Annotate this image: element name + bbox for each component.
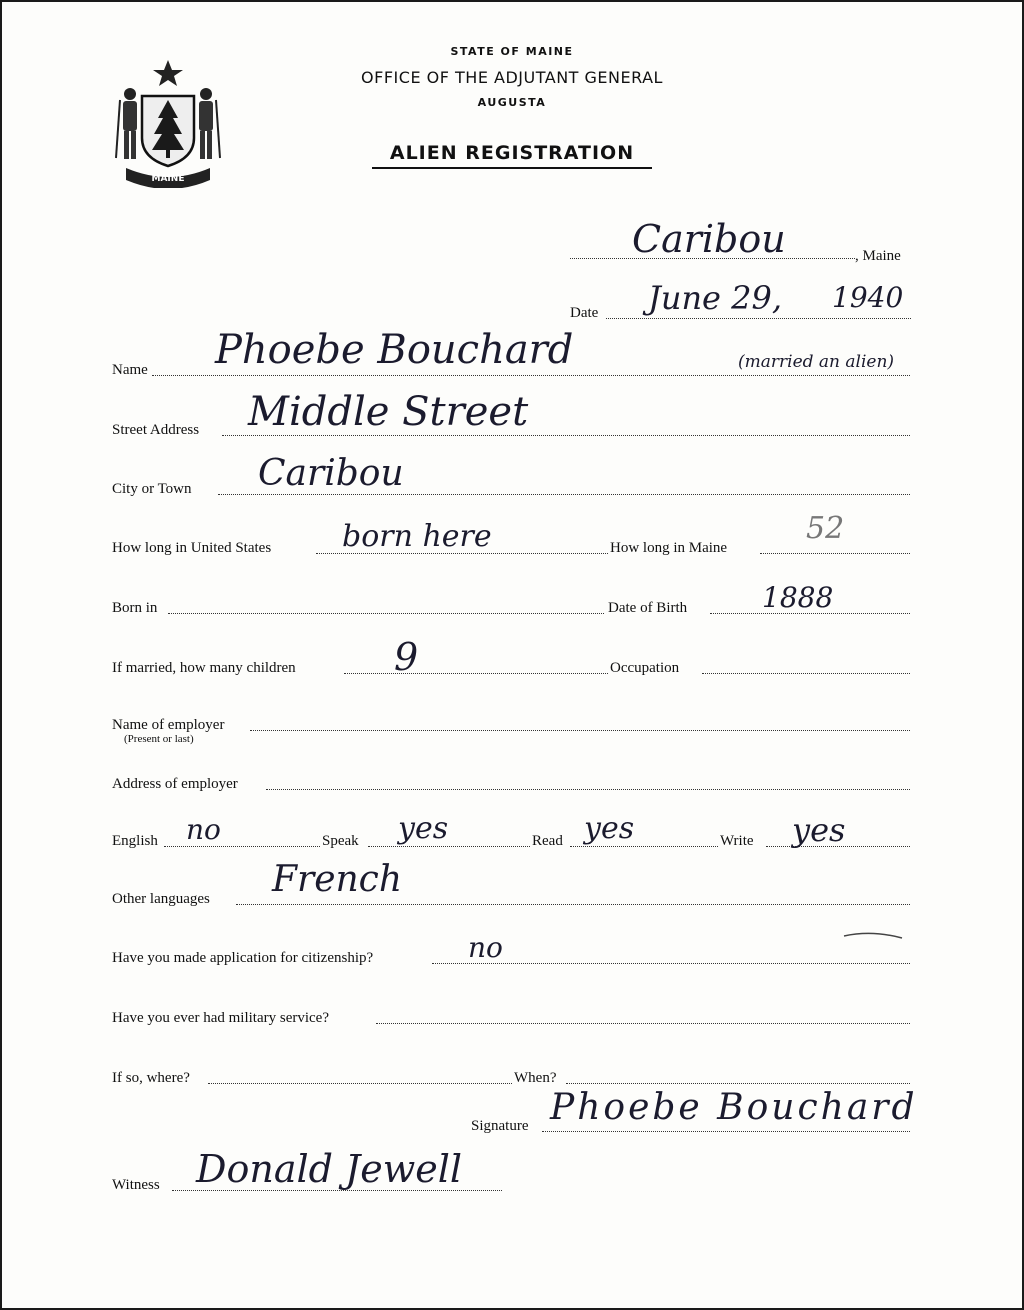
city-label: City or Town — [112, 481, 192, 497]
city-value[interactable]: Caribou — [258, 453, 404, 494]
dob-label: Date of Birth — [608, 600, 688, 616]
how-long-maine-line[interactable] — [760, 553, 910, 554]
citizenship-line[interactable] — [432, 963, 910, 964]
occupation-label: Occupation — [610, 660, 680, 676]
date-year[interactable]: 1940 — [832, 281, 904, 314]
date-line[interactable] — [606, 318, 911, 319]
header-office: OFFICE OF THE ADJUTANT GENERAL — [361, 68, 663, 87]
citizenship-value[interactable]: no — [468, 931, 503, 964]
where-label: If so, where? — [112, 1070, 190, 1086]
header-city: AUGUSTA — [477, 96, 547, 109]
employer-address-label: Address of employer — [112, 776, 238, 792]
other-languages-line[interactable] — [236, 904, 910, 905]
street-value[interactable]: Middle Street — [248, 389, 529, 435]
name-note[interactable]: (married an alien) — [738, 352, 895, 372]
employer-sublabel: (Present or last) — [124, 733, 194, 745]
where-line[interactable] — [208, 1083, 512, 1084]
name-line[interactable] — [152, 375, 910, 376]
born-in-label: Born in — [112, 600, 158, 616]
write-label: Write — [720, 833, 754, 849]
occupation-line[interactable] — [702, 673, 910, 674]
street-line[interactable] — [222, 435, 910, 436]
write-value[interactable]: yes — [792, 811, 846, 849]
date-label: Date — [570, 305, 599, 321]
city-line[interactable] — [218, 494, 910, 495]
read-value[interactable]: yes — [584, 811, 635, 846]
other-languages-value[interactable]: French — [272, 859, 403, 900]
seal-banner-text: MAINE — [151, 174, 185, 184]
name-label: Name — [112, 362, 148, 378]
header-state: STATE OF MAINE — [450, 45, 574, 58]
read-label: Read — [532, 833, 563, 849]
name-value[interactable]: Phoebe Bouchard — [215, 327, 574, 373]
children-label: If married, how many children — [112, 660, 296, 676]
form-title: ALIEN REGISTRATION — [389, 142, 635, 164]
employer-line[interactable] — [250, 730, 910, 731]
how-long-maine-value[interactable]: 52 — [806, 511, 845, 546]
employer-label: Name of employer — [112, 717, 225, 733]
children-line[interactable] — [344, 673, 608, 674]
how-long-maine-label: How long in Maine — [610, 540, 728, 556]
speak-value[interactable]: yes — [398, 811, 449, 846]
english-label: English — [112, 833, 158, 849]
born-in-line[interactable] — [168, 613, 604, 614]
other-languages-label: Other languages — [112, 891, 210, 907]
children-value[interactable]: 9 — [394, 635, 419, 679]
place-value[interactable]: Caribou — [632, 217, 786, 261]
dob-value[interactable]: 1888 — [762, 581, 834, 614]
english-line[interactable] — [164, 846, 320, 847]
when-label: When? — [514, 1070, 557, 1086]
how-long-us-value[interactable]: born here — [342, 519, 492, 554]
title-underline — [372, 167, 652, 169]
military-line[interactable] — [376, 1023, 910, 1024]
citizenship-label: Have you made application for citizenship? — [112, 950, 374, 966]
military-label: Have you ever had military service? — [112, 1010, 329, 1026]
street-label: Street Address — [112, 422, 200, 438]
witness-value[interactable]: Donald Jewell — [196, 1147, 463, 1191]
read-line[interactable] — [570, 846, 718, 847]
speak-line[interactable] — [368, 846, 530, 847]
date-value[interactable]: June 29, — [648, 279, 783, 317]
pen-stroke-mark — [842, 928, 906, 942]
place-suffix: , Maine — [855, 248, 901, 264]
when-line[interactable] — [566, 1083, 910, 1084]
signature-value[interactable]: Phoebe Bouchard — [550, 1087, 918, 1128]
employer-address-line[interactable] — [266, 789, 910, 790]
english-value[interactable]: no — [186, 813, 221, 846]
how-long-us-label: How long in United States — [112, 540, 272, 556]
signature-line[interactable] — [542, 1131, 910, 1132]
signature-label: Signature — [471, 1118, 529, 1134]
witness-label: Witness — [112, 1177, 160, 1193]
speak-label: Speak — [322, 833, 359, 849]
